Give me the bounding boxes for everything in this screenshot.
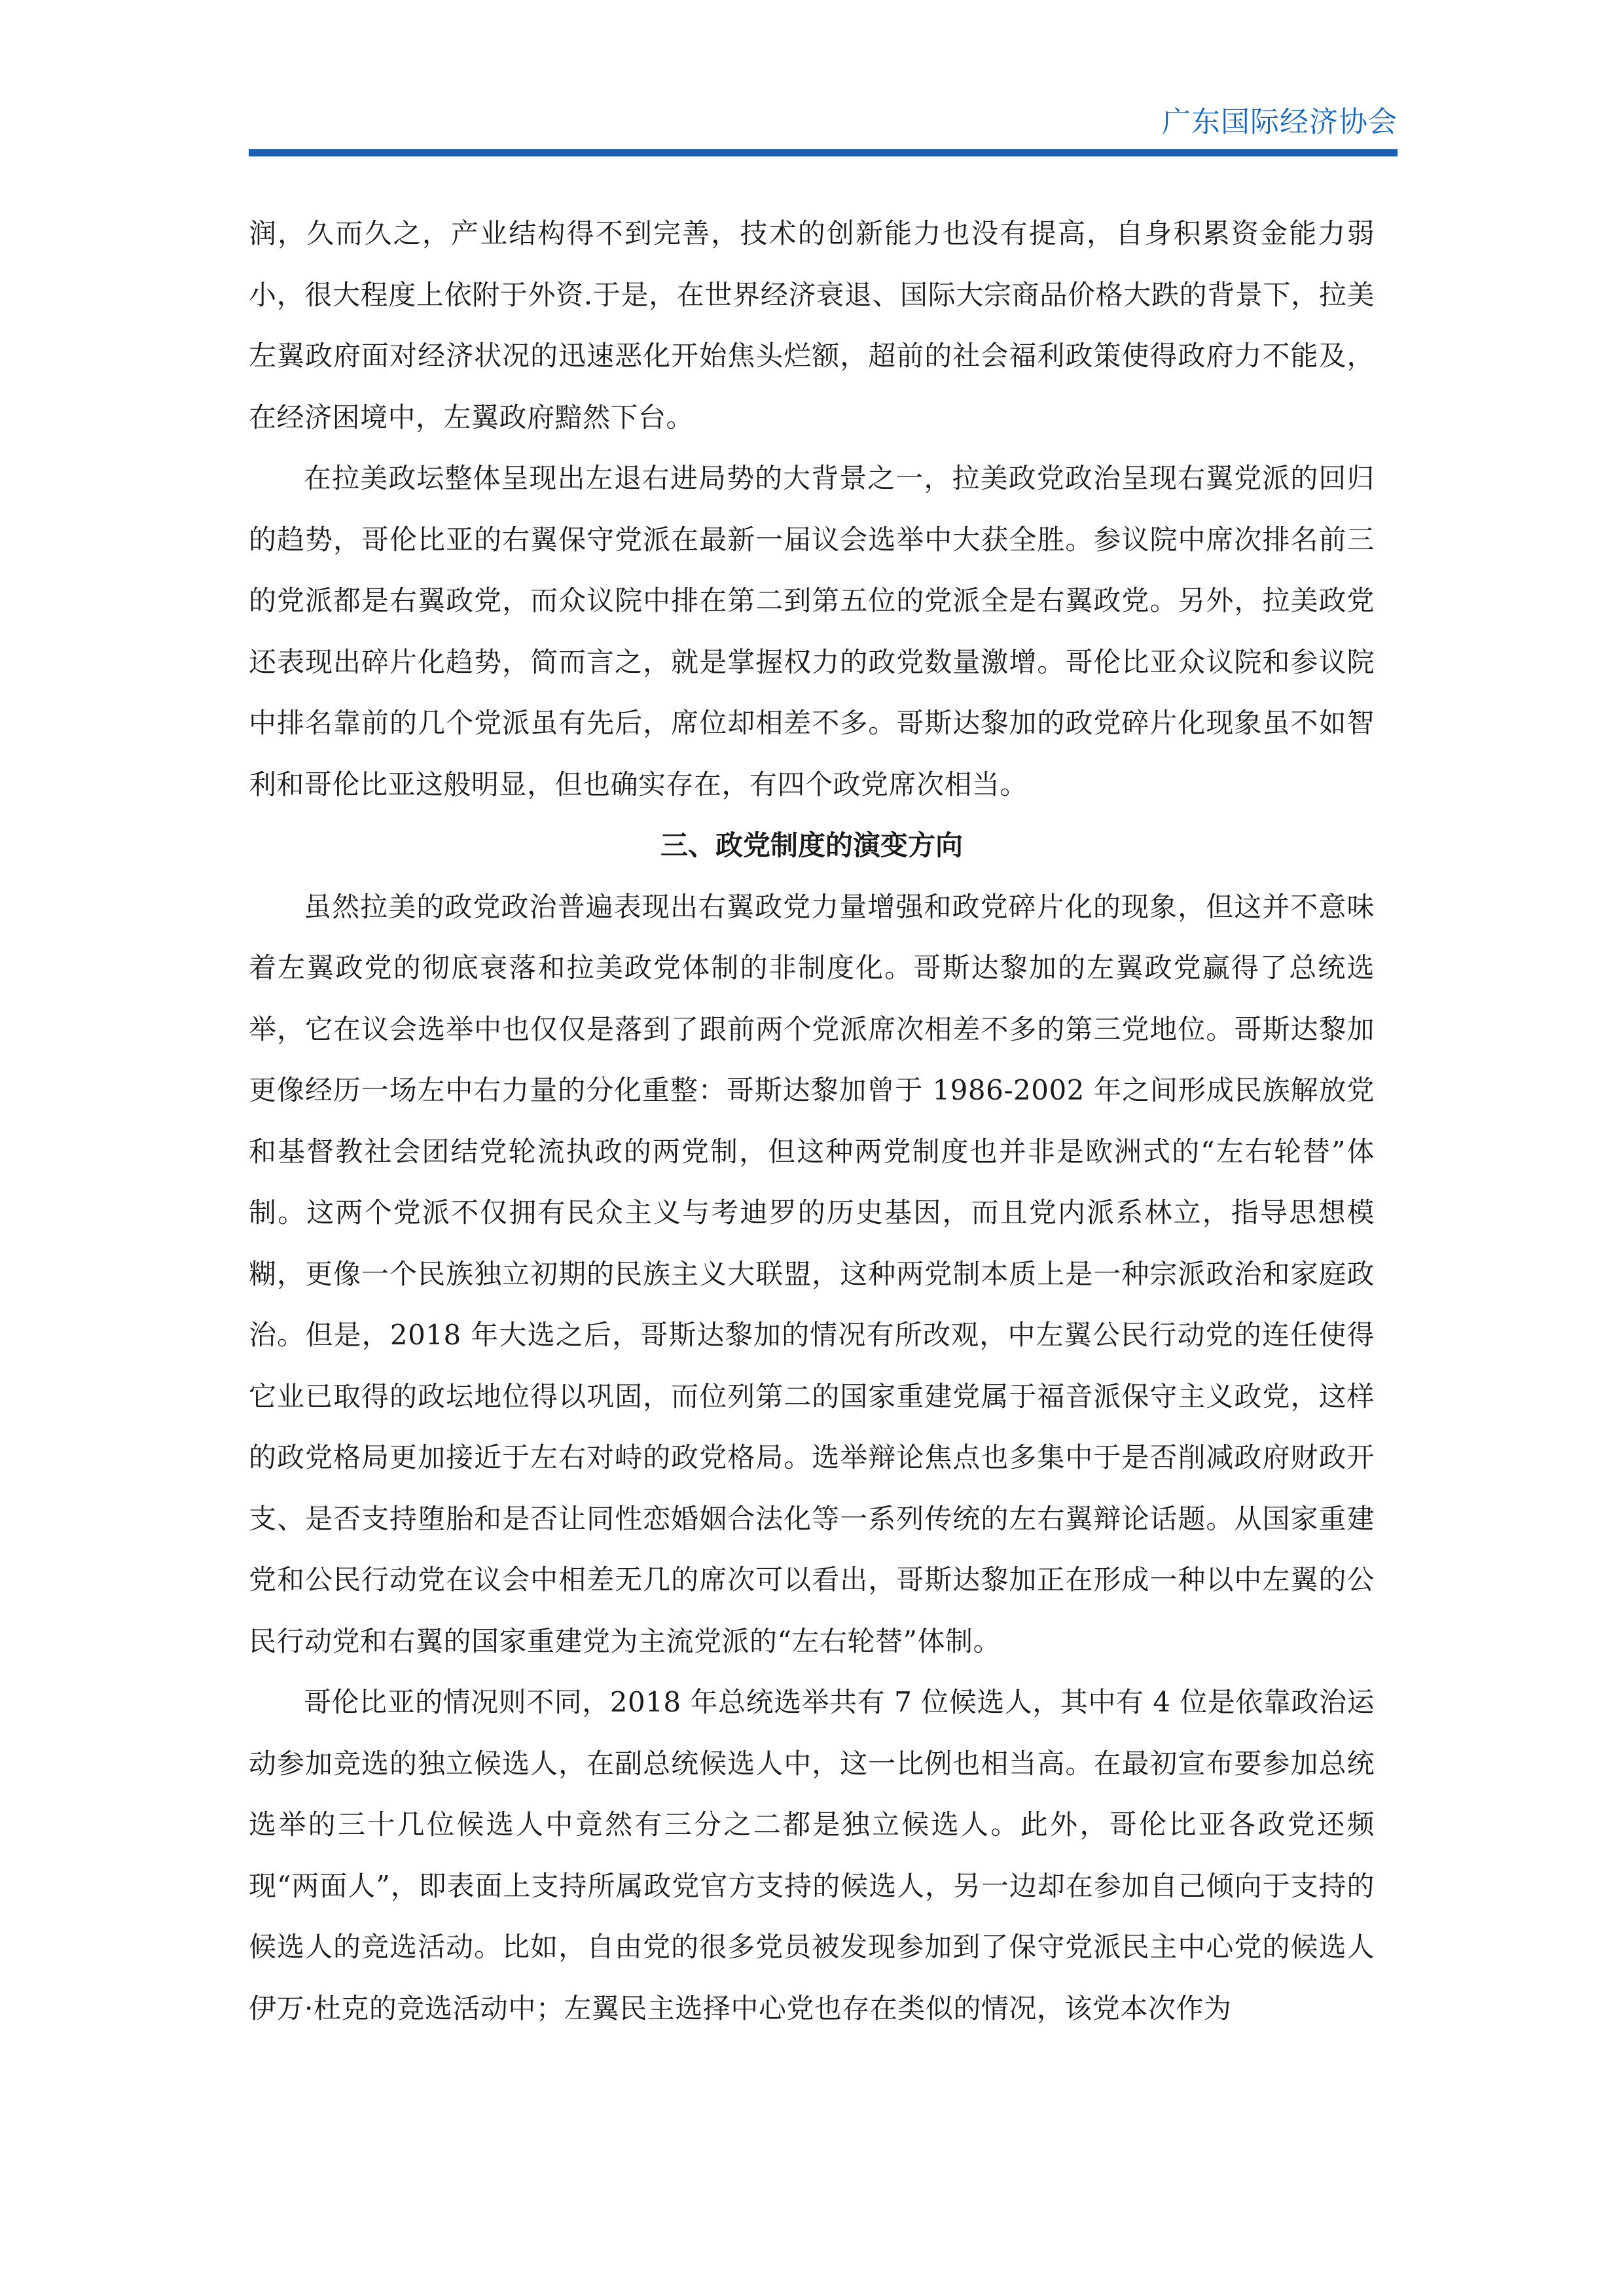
header-divider	[249, 149, 1398, 156]
document-body	[249, 203, 1375, 2039]
paragraph-colombia: 哥伦比亚的情况则不同，2018 年总统选举共有 7 位候选人，其中有 4 位是依靠政治运动参加竞选的独立候选人，在副总统候选人中，这一比例也相当高。在最初宣布要参加总统选举的三十几位候选人中竟然有三分之二都是独立候选人。此外，哥伦比亚各政党还频现“两面人”，即表面上支持所属政党官方支持的候选人，另一边却在参加自己倾向于支持的候选人的竞选活动。比如，自由党的很多党员被发现参加到了保守党派民主中心党的候选人伊万·杜克的竞选活动中；左翼民主选择中心党也存在类似的情况，该党本次作为	[249, 1686, 1375, 2024]
organization-name: 广东国际经济协会	[1162, 105, 1398, 139]
page-header	[249, 92, 1398, 164]
section-heading: 三、政党制度的演变方向	[660, 829, 963, 861]
paragraph-costa-rica: 虽然拉美的政党政治普遍表现出右翼政党力量增强和政党碎片化的现象，但这并不意味着左翼政党的彻底衰落和拉美政党体制的非制度化。哥斯达黎加的左翼政党赢得了总统选举，它在议会选举中也仅仅是落到了跟前两个党派席次相差不多的第三党地位。哥斯达黎加更像经历一场左中右力量的分化重整：哥斯达黎加曾于 1986-2002 年之间形成民族解放党和基督教社会团结党轮流执政的两党制，但这种两党制度也并非是欧洲式的“左右轮替”体制。这两个党派不仅拥有民众主义与考迪罗的历史基因，而且党内派系林立，指导思想模糊，更像一个民族独立初期的民族主义大联盟，这种两党制本质上是一种宗派政治和家庭政治。但是，2018 年大选之后，哥斯达黎加的情况有所改观，中左翼公民行动党的连任使得它业已取得的政坛地位得以巩固，而位列第二的国家重建党属于福音派保守主义政党，这样的政党格局更加接近于左右对峙的政党格局。选举辩论焦点也多集中于是否削减政府财政开支、是否支持堕胎和是否让同性恋婚姻合法化等一系列传统的左右翼辩论话题。从国家重建党和公民行动党在议会中相差无几的席次可以看出，哥斯达黎加正在形成一种以中左翼的公民行动党和右翼的国家重建党为主流党派的“左右轮替”体制。	[249, 890, 1375, 1657]
paragraph-right-wing-trend: 在拉美政坛整体呈现出左退右进局势的大背景之一，拉美政党政治呈现右翼党派的回归的趋势，哥伦比亚的右翼保守党派在最新一届议会选举中大获全胜。参议院中席次排名前三的党派都是右翼政党，而众议院中排在第二到第五位的党派全是右翼政党。另外，拉美政党还表现出碎片化趋势，简而言之，就是掌握权力的政党数量激增。哥伦比亚众议院和参议院中排名靠前的几个党派虽有先后，席位却相差不多。哥斯达黎加的政党碎片化现象虽不如智利和哥伦比亚这般明显，但也确实存在，有四个政党席次相当。	[249, 462, 1375, 800]
paragraph-continued: 润，久而久之，产业结构得不到完善，技术的创新能力也没有提高，自身积累资金能力弱小，很大程度上依附于外资.于是，在世界经济衰退、国际大宗商品价格大跌的背景下，拉美左翼政府面对经济状况的迅速恶化开始焦头烂额，超前的社会福利政策使得政府力不能及，在经济困境中，左翼政府黯然下台。	[249, 217, 1375, 433]
